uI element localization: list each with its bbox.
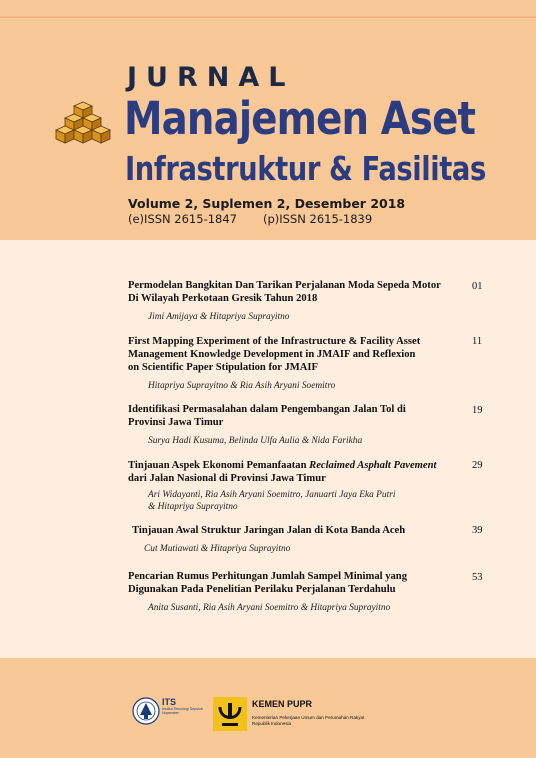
- journal-title-line1: Manajemen Aset: [124, 92, 476, 145]
- article-title: Tinjauan Aspek Ekonomi Pemanfaatan Reclaimed Asphalt Pavement dari Jalan Nasional di Provinsi Jawa Timur: [128, 460, 437, 484]
- issn-line: [128, 212, 398, 226]
- article-authors: Anita Susanti, Ria Asih Aryani Soemitro & Hitapriya Suprayitno: [148, 603, 391, 613]
- article-title: First Mapping Experiment of the Infrastructure & Facility Asset Management Knowledge Development in JMAIF and Reflexion on Scientific Paper Stipulation for JMAIF: [128, 336, 421, 373]
- pupr-emblem-icon: [213, 697, 247, 731]
- article-authors: Ari Widayanti, Ria Asih Aryani Soemitro, Januarti Jaya Eka Putri & Hitapriya Suprayitno: [148, 490, 396, 512]
- toc-entry[interactable]: [128, 403, 464, 447]
- its-emblem-icon: [132, 697, 160, 725]
- toc-entry[interactable]: [128, 335, 464, 392]
- page-number: 19: [472, 405, 483, 416]
- pissn: (p)ISSN 2615-1839: [262, 212, 373, 226]
- article-authors: Surya Hadi Kusuma, Belinda Ulfa Aulia & Nida Farikha: [148, 436, 363, 446]
- page-number: 39: [472, 525, 483, 536]
- page-number: 29: [472, 460, 483, 471]
- cubes-logo-icon: [54, 100, 112, 144]
- journal-title-line2: Infrastruktur & Fasilitas: [125, 149, 486, 188]
- article-title: Identifikasi Permasalahan dalam Pengembangan Jalan Tol di Provinsi Jawa Timur: [128, 404, 406, 428]
- header-stripe: [0, 16, 536, 18]
- article-title: Pencarian Rumus Perhitungan Jumlah Sampel Minimal yang Digunakan Pada Penelitian Perilaku Perjalanan Terdahulu: [128, 571, 407, 595]
- toc-entry[interactable]: [128, 459, 464, 513]
- pupr-logo-text: KEMEN PUPR Kementerian Pekerjaan Umum dan Perumahan Rakyat Republik Indonesia: [252, 699, 365, 726]
- article-authors: Jimi Amijaya & Hitapriya Suprayitno: [148, 312, 290, 322]
- toc-entry[interactable]: [128, 570, 464, 614]
- toc-entry[interactable]: [128, 279, 464, 323]
- article-title: Tinjauan Awal Struktur Jaringan Jalan di Kota Banda Aceh: [132, 525, 406, 536]
- article-title: Permodelan Bangkitan Dan Tarikan Perjalanan Moda Sepeda Motor Di Wilayah Perkotaan Gresik Tahun 2018: [128, 280, 441, 304]
- journal-label: JURNAL: [127, 62, 295, 93]
- page-number: 53: [472, 572, 483, 583]
- article-authors: Hitapriya Suprayitno & Ria Asih Aryani Soemitro: [148, 381, 336, 391]
- eissn: (e)ISSN 2615-1847: [128, 212, 237, 226]
- page-number: 11: [472, 336, 483, 347]
- volume-info: Volume 2, Suplemen 2, Desember 2018: [128, 196, 406, 211]
- article-authors: Cut Mutiawati & Hitapriya Suprayitno: [144, 544, 291, 554]
- its-logo-text: ITS Institut Teknologi Sepuluh Nopember: [162, 697, 203, 716]
- page-number: 01: [472, 281, 483, 292]
- toc-entry[interactable]: [132, 524, 468, 555]
